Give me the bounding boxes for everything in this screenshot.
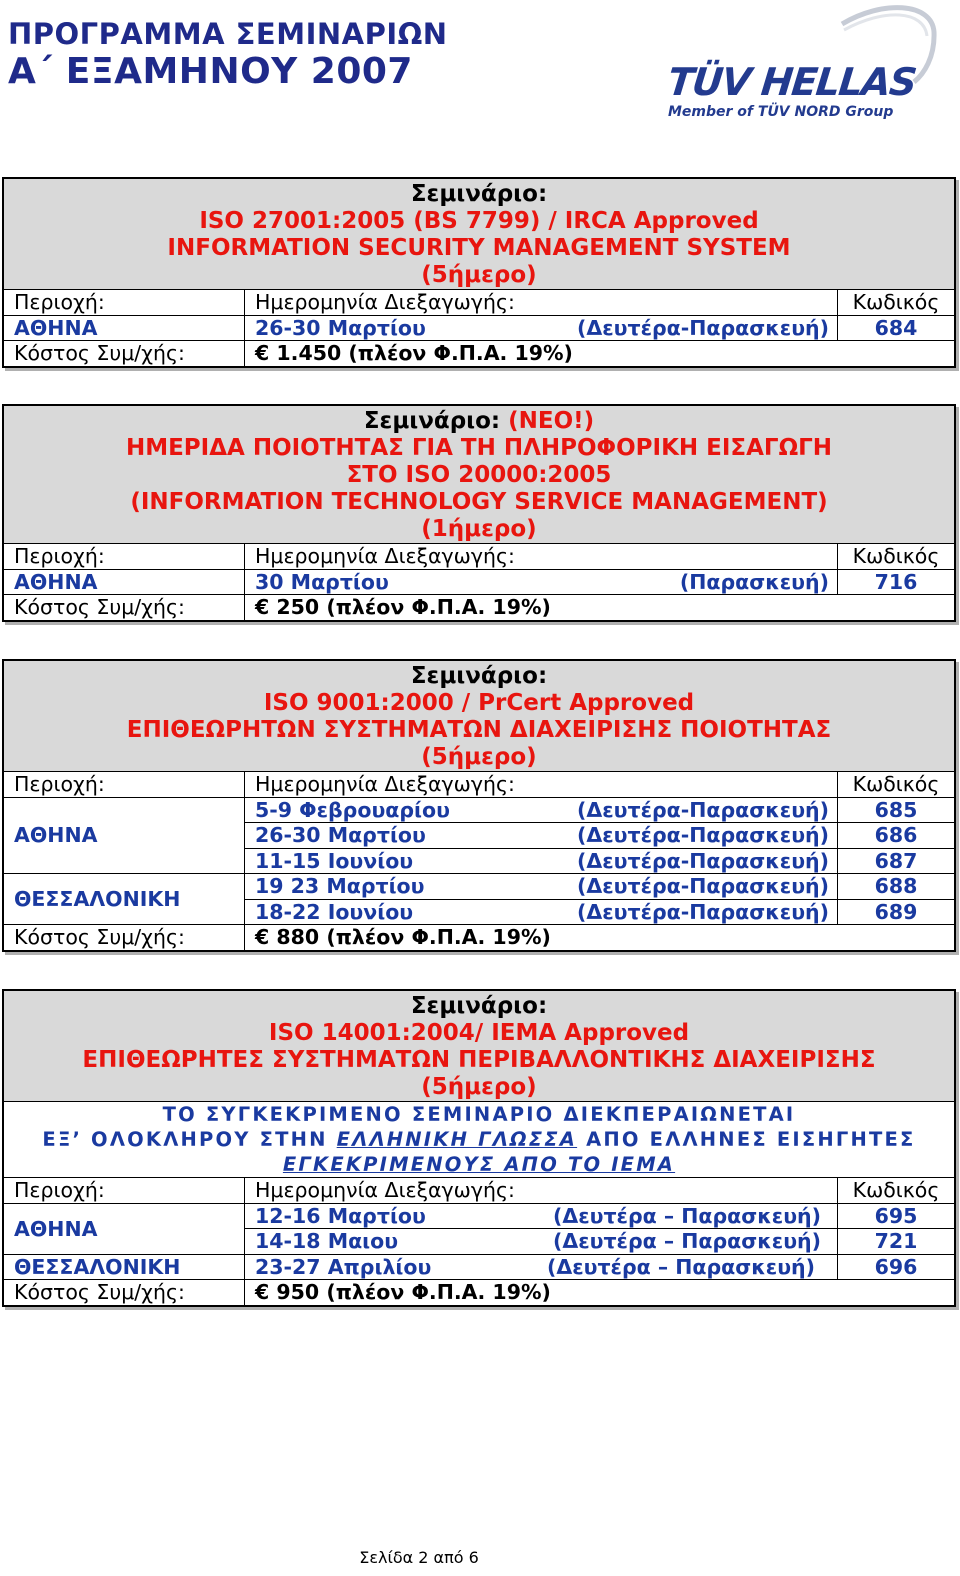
region-value: ΘΕΣΣΑΛΟΝΙΚΗ [4, 874, 245, 925]
seminar-duration: (5ήμερο) [421, 1074, 537, 1100]
date-value: 23-27 Απριλίου [255, 1254, 432, 1279]
code-value: 696 [838, 1254, 955, 1280]
code-label: Κωδικός [838, 1178, 955, 1203]
cost-label: Κόστος Συμ/χής: [4, 1280, 245, 1305]
title-line-1: ΠΡΟΓΡΑΜΜΑ ΣΕΜΙΝΑΡΙΩΝ [8, 17, 448, 51]
seminar-table [4, 1178, 954, 1305]
date-value: 5-9 Φεβρουαρίου [255, 797, 450, 822]
cost-label: Κόστος Συμ/χής: [4, 595, 245, 620]
seminar-heading [4, 179, 954, 290]
cost-value: € 880 (πλέον Φ.Π.Α. 19%) [255, 925, 551, 950]
table-header-row [4, 1178, 954, 1203]
note-emphasis: ΕΓΚΕΚΡΙΜΕΝΟΥΣ ΑΠΟ ΤΟ ΙΕΜΑ [282, 1153, 676, 1176]
seminar-title-line: ISO 14001:2004/ IEMA Approved [268, 1020, 690, 1046]
page-title [8, 18, 448, 93]
code-value: 716 [838, 569, 955, 595]
note-line: ΤΟ ΣΥΓΚΕΚΡΙΜΕΝΟ ΣΕΜΙΝΑΡΙΟ ΔΙΕΚΠΕΡΑΙΩΝΕΤΑΙ [162, 1103, 796, 1126]
cost-row [4, 1280, 954, 1305]
table-header-row [4, 544, 954, 569]
table-header-row [4, 290, 954, 315]
cost-value: € 250 (πλέον Φ.Π.Α. 19%) [255, 595, 551, 620]
region-label: Περιοχή: [4, 772, 245, 797]
code-value: 695 [838, 1203, 955, 1229]
region-value: ΑΘΗΝΑ [4, 315, 245, 341]
days-value: (Δευτέρα – Παρασκευή) [552, 1229, 821, 1254]
seminar-duration: (5ήμερο) [421, 262, 537, 288]
seminar-title-line: ΕΠΙΘΕΩΡΗΤΩΝ ΣΥΣΤΗΜΑΤΩΝ ΔΙΑΧΕΙΡΙΣΗΣ ΠΟΙΟΤΗΤΑΣ [126, 717, 832, 743]
seminar-label: Σεμινάριο: [410, 993, 548, 1019]
seminar-title-line: INFORMATION SECURITY MANAGEMENT SYSTEM [167, 235, 791, 261]
seminar-title-line: ISO 9001:2000 / PrCert Approved [263, 690, 695, 716]
code-value: 687 [838, 848, 955, 874]
seminar-title-line: (INFORMATION TECHNOLOGY SERVICE MANAGEMENT) [130, 489, 828, 515]
seminar-duration: (5ήμερο) [421, 744, 537, 770]
date-value: 18-22 Ιουνίου [255, 899, 414, 924]
page-number: Σελίδα 2 από 6 [359, 1548, 479, 1567]
days-value: (Δευτέρα-Παρασκευή) [577, 899, 829, 924]
code-label: Κωδικός [838, 544, 955, 569]
tuv-hellas-logo [662, 2, 940, 122]
code-value: 688 [838, 874, 955, 900]
days-value: (Δευτέρα-Παρασκευή) [577, 848, 829, 873]
cost-value: € 950 (πλέον Φ.Π.Α. 19%) [255, 1280, 551, 1305]
code-value: 684 [838, 315, 955, 341]
seminar-heading [4, 661, 954, 772]
days-value: (Δευτέρα – Παρασκευή) [552, 1203, 821, 1228]
seminar-title-line: ΣΤΟ ISO 20000:2005 [346, 462, 612, 488]
seminar-label: Σεμινάριο: [410, 663, 548, 689]
seminar-label: Σεμινάριο: [410, 181, 548, 207]
table-row [4, 315, 954, 341]
table-row [4, 1203, 954, 1229]
code-label: Κωδικός [838, 290, 955, 315]
note-text: ΕΞ’ ΟΛΟΚΛΗΡΟΥ ΣΤΗΝ [42, 1128, 337, 1151]
date-label: Ημερομηνία Διεξαγωγής: [245, 544, 838, 569]
cost-value: € 1.450 (πλέον Φ.Π.Α. 19%) [255, 341, 573, 366]
date-value: 12-16 Μαρτίου [255, 1203, 426, 1228]
title-line-2: Α΄ ΕΞΑΜΗΝΟΥ 2007 [8, 51, 413, 93]
code-value: 686 [838, 823, 955, 849]
date-value: 26-30 Μαρτίου [255, 823, 426, 848]
date-value: 11-15 Ιουνίου [255, 848, 414, 873]
seminar-title-line: ΗΜΕΡΙΔΑ ΠΟΙΟΤΗΤΑΣ ΓΙΑ ΤΗ ΠΛΗΡΟΦΟΡΙΚΗ ΕΙΣΑΓΩΓΗ [125, 435, 833, 461]
logo-subtitle: Member of TÜV NORD Group [668, 104, 894, 120]
region-value: ΑΘΗΝΑ [4, 797, 245, 874]
note-emphasis: ΕΛΛΗΝΙΚΗ ΓΛΩΣΣΑ [336, 1128, 578, 1151]
seminar-table [4, 772, 954, 950]
seminar-table [4, 544, 954, 620]
seminar-title-line: ΕΠΙΘΕΩΡΗΤΕΣ ΣΥΣΤΗΜΑΤΩΝ ΠΕΡΙΒΑΛΛΟΝΤΙΚΗΣ ΔΙΑΧΕΙΡΙΣΗΣ [82, 1047, 876, 1073]
region-value: ΘΕΣΣΑΛΟΝΙΚΗ [4, 1254, 245, 1280]
table-row [4, 874, 954, 900]
seminar-box-2 [2, 404, 956, 622]
cost-row [4, 341, 954, 366]
days-value: (Παρασκευή) [679, 569, 829, 594]
days-value: (Δευτέρα-Παρασκευή) [577, 874, 829, 899]
code-value: 685 [838, 797, 955, 823]
cost-row [4, 595, 954, 620]
note-line [4, 1127, 954, 1152]
region-label: Περιοχή: [4, 290, 245, 315]
seminar-duration: (1ήμερο) [421, 516, 537, 542]
date-value: 26-30 Μαρτίου [255, 315, 426, 340]
date-label: Ημερομηνία Διεξαγωγής: [245, 290, 838, 315]
seminar-box-1 [2, 177, 956, 368]
new-badge: (ΝΕΟ!) [508, 408, 595, 434]
note-text: ΑΠΟ ΕΛΛΗΝΕΣ ΕΙΣΗΓΗΤΕΣ [577, 1128, 916, 1151]
region-value: ΑΘΗΝΑ [4, 569, 245, 595]
cost-label: Κόστος Συμ/χής: [4, 341, 245, 366]
logo-brand: TÜV HELLAS [665, 60, 918, 104]
days-value: (Δευτέρα-Παρασκευή) [577, 823, 829, 848]
code-value: 689 [838, 899, 955, 925]
seminar-label: Σεμινάριο: [363, 408, 501, 434]
region-label: Περιοχή: [4, 1178, 245, 1203]
cost-row [4, 925, 954, 950]
table-row [4, 569, 954, 595]
days-value: (Δευτέρα-Παρασκευή) [577, 797, 829, 822]
code-label: Κωδικός [838, 772, 955, 797]
days-value: (Δευτέρα – Παρασκευή) [546, 1254, 815, 1279]
date-value: 30 Μαρτίου [255, 569, 389, 594]
seminar-heading [4, 406, 954, 544]
table-row [4, 1254, 954, 1280]
language-note [4, 1102, 954, 1178]
date-label: Ημερομηνία Διεξαγωγής: [245, 1178, 838, 1203]
date-label: Ημερομηνία Διεξαγωγής: [245, 772, 838, 797]
region-value: ΑΘΗΝΑ [4, 1203, 245, 1254]
seminar-box-4 [2, 989, 956, 1307]
days-value: (Δευτέρα-Παρασκευή) [577, 315, 829, 340]
table-row [4, 797, 954, 823]
seminar-title-line: ISO 27001:2005 (BS 7799) / IRCA Approved [199, 208, 759, 234]
seminar-table [4, 290, 954, 366]
region-label: Περιοχή: [4, 544, 245, 569]
date-value: 14-18 Μαιου [255, 1229, 399, 1254]
table-header-row [4, 772, 954, 797]
seminar-box-3 [2, 659, 956, 952]
date-value: 19 23 Μαρτίου [255, 874, 425, 899]
code-value: 721 [838, 1229, 955, 1255]
cost-label: Κόστος Συμ/χής: [4, 925, 245, 950]
seminar-heading [4, 991, 954, 1102]
